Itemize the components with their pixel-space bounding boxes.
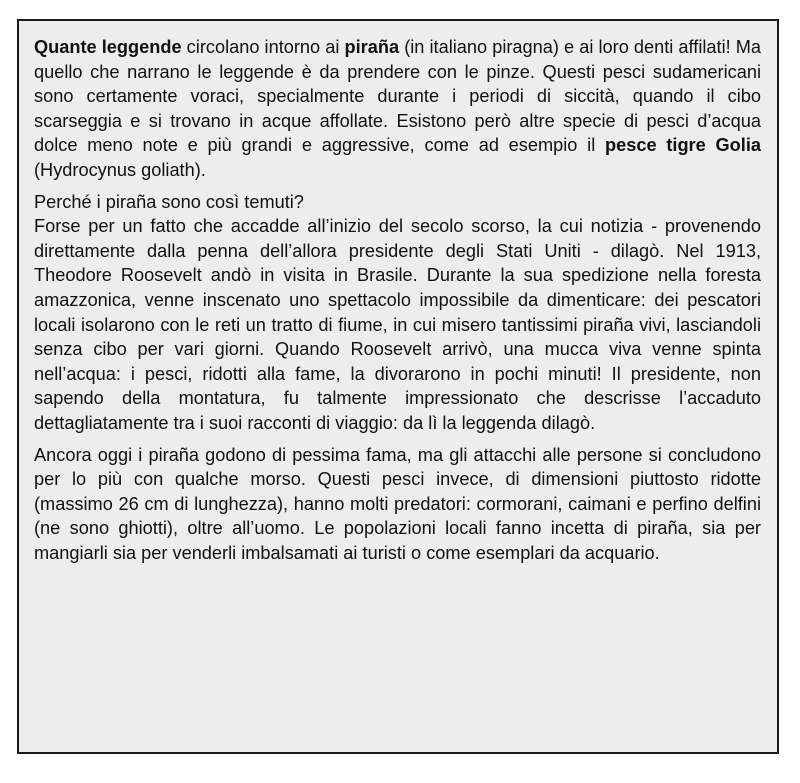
intro-text-1: circolano intorno ai [181,37,345,57]
bold-word-pirana: piraña [344,37,400,57]
today-text: Ancora oggi i piraña godono di pessima fama, ma gli attacchi alle persone si concludono per lo più con qualche morso. Questi pesci invece, di dimensioni piuttosto ridotte (massimo 26 cm di lunghezza), hanno molti predatori: cormorani, caimani e perfino delfini (ne sono ghiotti), oltre all’uomo. Le popolazioni locali fanno incetta di piraña, sia per mangiarli sia per venderli imbalsamati ai turisti o come esemplari da acquario. [34,444,761,563]
intro-text-2: (in italiano piragna) e ai loro denti affilati! Ma quello che narrano le leggende è da prendere con le pinze. Questi pesci sudamericani sono certamente voraci, specialmente durante i periodi di siccità, quando il cibo scarseggia e si trovano in acque affollate. Esistono però altre specie di pesci d’acqua dolce meno note e più grandi e aggressive, come ad esempio il [34,37,762,156]
paragraph-today [34,443,761,566]
question-line: Perché i piraña sono così temuti? [34,191,304,212]
text-box [17,19,779,754]
paragraph-history [34,190,761,436]
bold-phrase-pesce-tigre: pesce tigre Golia [605,135,761,156]
history-text: Forse per un fatto che accadde all’inizio del secolo scorso, la cui notizia - provenendo direttamente dalla penna dell’allora presidente degli Stati Uniti - dilagò. Nel 1913, Theodore Roosevelt andò in visita in Brasile. Durante la sua spedizione nella foresta amazzonica, venne inscenato uno spettacolo impossibile da dimenticare: dei pescatori locali isolarono con le reti un tratto di fiume, in cui misero tantissimi piraña vivi, lasciandoli senza cibo per vari giorni. Quando Roosevelt arrivò, una mucca viva venne spinta nell’acqua: i pesci, ridotti alla fame, la divorarono in pochi minuti! Il presidente, non sapendo della montatura, fu talmente impressionato che descrisse l’accaduto dettagliatamente tra i suoi racconti di viaggio: da lì la leggenda dilagò. [34,216,761,433]
paragraph-intro [34,35,761,183]
intro-text-3: (Hydrocynus goliath). [34,159,206,180]
bold-phrase-quante-leggende: Quante leggende [34,37,182,57]
